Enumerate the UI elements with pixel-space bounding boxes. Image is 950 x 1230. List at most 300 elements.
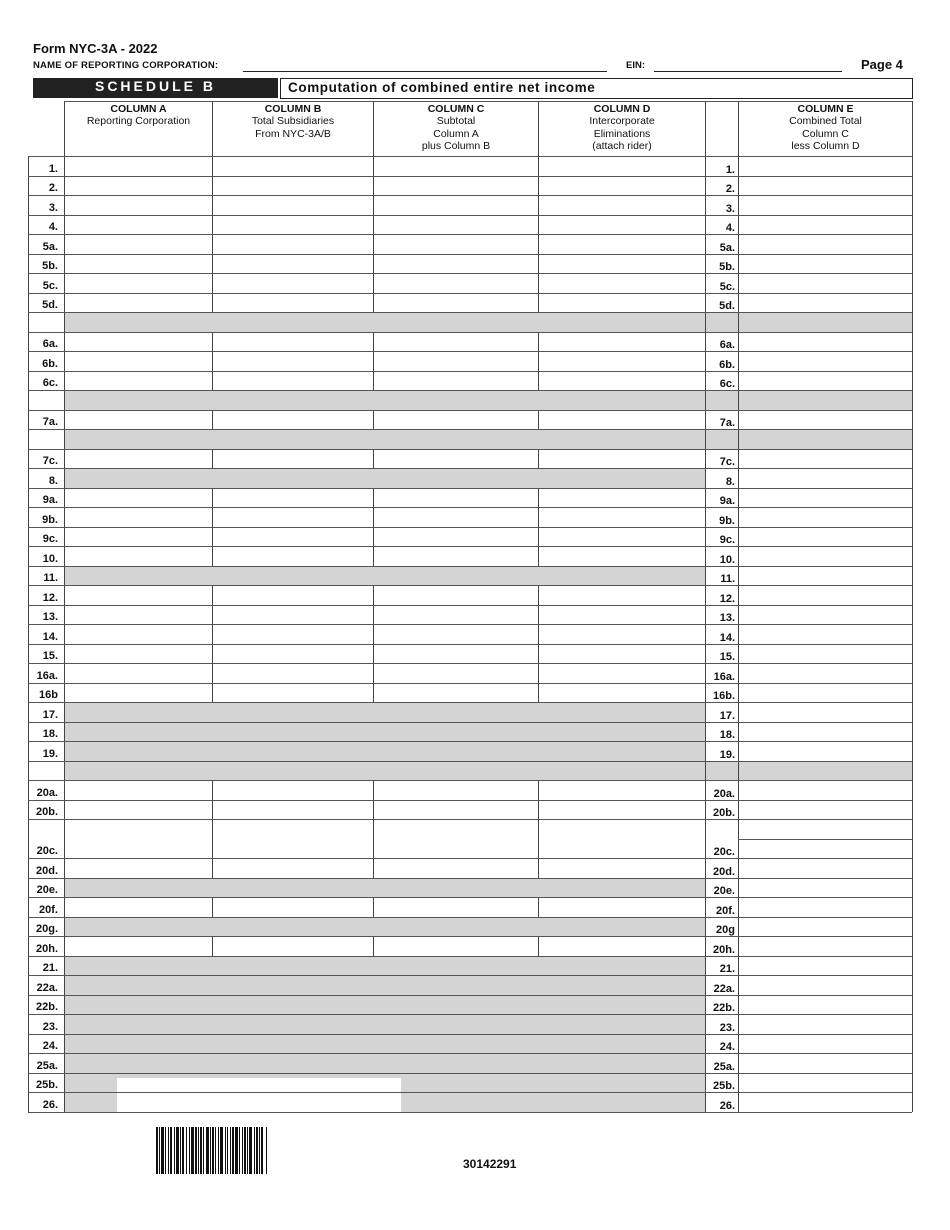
line-number-left: 23. — [42, 1020, 58, 1033]
line-16b-column-a-input[interactable] — [64, 683, 212, 703]
line-20a-column-c-input[interactable] — [373, 780, 538, 800]
line-1-column-b-input[interactable] — [212, 156, 373, 176]
line-9b-column-c-input[interactable] — [373, 507, 538, 527]
line-number-right: 10. — [719, 553, 735, 566]
ein-label: EIN: — [626, 60, 645, 71]
line-5b-column-e-input[interactable] — [738, 254, 912, 274]
line-20h-column-d-input[interactable] — [538, 936, 705, 956]
blank-area — [117, 1078, 401, 1112]
line-number-right: 18. — [719, 729, 735, 741]
line-number-right: 22a. — [713, 982, 735, 995]
line-number-left: 5a. — [42, 240, 58, 253]
line-number-left: 26. — [42, 1098, 58, 1111]
line-16b-column-b-input[interactable] — [212, 683, 373, 703]
line-5b-column-c-input[interactable] — [373, 254, 538, 274]
line-number-right: 12. — [719, 592, 735, 605]
line-6a-column-a-input[interactable] — [64, 332, 212, 352]
shaded-spacer — [705, 429, 912, 449]
line-6c-column-c-input[interactable] — [373, 371, 538, 391]
line-16a-column-c-input[interactable] — [373, 663, 538, 683]
line-number-right: 24. — [719, 1041, 735, 1053]
shaded-spacer — [64, 761, 705, 781]
line-9a-column-e-input[interactable] — [738, 488, 912, 508]
line-6c-column-b-input[interactable] — [212, 371, 373, 391]
line-4-column-c-input[interactable] — [373, 215, 538, 235]
line-number-right: 11. — [720, 573, 735, 585]
column-d-header — [539, 103, 705, 152]
line-20c-column-e-input[interactable] — [738, 819, 912, 858]
line-20d-column-e-input[interactable] — [738, 858, 912, 878]
column-e-desc-1: Combined Total — [789, 115, 862, 128]
line-5c-column-d-input[interactable] — [538, 273, 705, 293]
line-number-right: 25a. — [713, 1060, 735, 1073]
line-number-right: 6c. — [719, 378, 735, 390]
line-19-column-e-input[interactable] — [738, 741, 912, 761]
grid-line — [64, 101, 705, 102]
line-20a-column-d-input[interactable] — [538, 780, 705, 800]
line-number-left: 1. — [48, 162, 58, 175]
column-d-desc-1: Intercorporate — [589, 115, 655, 128]
line-2-column-c-input[interactable] — [373, 176, 538, 196]
reporting-corporation-field[interactable] — [243, 71, 607, 72]
line-20d-column-c-input[interactable] — [373, 858, 538, 878]
shaded-spacer — [705, 390, 912, 410]
line-number-right: 5b. — [719, 261, 735, 273]
shaded-spacer — [64, 390, 705, 410]
line-16a-column-d-input[interactable] — [538, 663, 705, 683]
barcode — [156, 1127, 368, 1174]
line-number-left: 14. — [42, 630, 58, 643]
line-6a-column-d-input[interactable] — [538, 332, 705, 352]
line-15-column-b-input[interactable] — [212, 644, 373, 664]
grid-line — [912, 101, 913, 1112]
line-number-right: 4. — [725, 222, 735, 234]
line-20g-column-e-input[interactable] — [738, 917, 912, 937]
shaded-spacer — [705, 761, 912, 781]
line-9a-column-d-input[interactable] — [538, 488, 705, 508]
line-14-column-a-input[interactable] — [64, 624, 212, 644]
line-number-left: 20f. — [39, 903, 58, 916]
line-number-right: 9c. — [719, 534, 735, 546]
line-9b-column-e-input[interactable] — [738, 507, 912, 527]
line-9b-column-a-input[interactable] — [64, 507, 212, 527]
line-5c-column-a-input[interactable] — [64, 273, 212, 293]
line-5a-column-b-input[interactable] — [212, 234, 373, 254]
shaded-block — [64, 702, 705, 761]
line-number-right: 26. — [719, 1099, 735, 1112]
grid-line — [28, 429, 912, 430]
line-7a-column-c-input[interactable] — [373, 410, 538, 430]
line-4-column-a-input[interactable] — [64, 215, 212, 235]
line-3-column-a-input[interactable] — [64, 195, 212, 215]
line-13-column-b-input[interactable] — [212, 605, 373, 625]
line-3-column-c-input[interactable] — [373, 195, 538, 215]
line-20f-column-d-input[interactable] — [538, 897, 705, 917]
line-1-column-e-input[interactable] — [738, 156, 912, 176]
column-c-desc-3: plus Column B — [421, 139, 491, 152]
line-9a-column-c-input[interactable] — [373, 488, 538, 508]
line-6b-column-a-input[interactable] — [64, 351, 212, 371]
shaded-cell — [64, 566, 705, 586]
line-6b-column-e-input[interactable] — [738, 351, 912, 371]
line-2-column-d-input[interactable] — [538, 176, 705, 196]
line-number-right: 20g — [716, 924, 735, 936]
line-14-column-c-input[interactable] — [373, 624, 538, 644]
line-number-left: 6c. — [42, 377, 58, 389]
line-20a-column-a-input[interactable] — [64, 780, 212, 800]
shaded-cell — [64, 468, 705, 488]
form-title: Form NYC-3A - 2022 — [33, 41, 158, 56]
reporting-corporation-label: NAME OF REPORTING CORPORATION: — [33, 60, 219, 71]
line-20f-column-b-input[interactable] — [212, 897, 373, 917]
line-number-right: 17. — [719, 709, 735, 722]
line-20f-column-e-input[interactable] — [738, 897, 912, 917]
line-13-column-c-input[interactable] — [373, 605, 538, 625]
line-20a-column-b-input[interactable] — [212, 780, 373, 800]
line-15-column-e-input[interactable] — [738, 644, 912, 664]
line-20d-column-d-input[interactable] — [538, 858, 705, 878]
column-b-header — [213, 103, 373, 140]
schedule-title: Computation of combined entire net income — [280, 78, 913, 99]
line-23-column-e-input[interactable] — [738, 1014, 912, 1034]
line-5d-column-b-input[interactable] — [212, 293, 373, 313]
line-7c-column-e-input[interactable] — [738, 449, 912, 469]
grid-line — [705, 101, 912, 102]
line-number-right: 5c. — [719, 280, 735, 293]
column-d-desc-3: (attach rider) — [592, 139, 652, 152]
line-12-column-e-input[interactable] — [738, 585, 912, 605]
line-5a-column-c-input[interactable] — [373, 234, 538, 254]
line-20d-column-b-input[interactable] — [212, 858, 373, 878]
line-number-left: 15. — [42, 650, 58, 662]
line-10-column-c-input[interactable] — [373, 546, 538, 566]
column-b-title: COLUMN B — [264, 103, 322, 115]
shaded-spacer — [64, 312, 705, 332]
column-e-desc-2: Column C — [802, 127, 849, 140]
line-13-column-e-input[interactable] — [738, 605, 912, 625]
line-9c-column-b-input[interactable] — [212, 527, 373, 547]
line-25b-column-e-input[interactable] — [738, 1073, 912, 1093]
line-number-left: 24. — [42, 1040, 58, 1052]
line-5c-column-e-input[interactable] — [738, 273, 912, 293]
line-9b-column-d-input[interactable] — [538, 507, 705, 527]
line-20d-column-a-input[interactable] — [64, 858, 212, 878]
line-14-column-e-input[interactable] — [738, 624, 912, 644]
line-14-column-b-input[interactable] — [212, 624, 373, 644]
line-number-right: 20e. — [713, 885, 735, 897]
line-number-left: 16b — [39, 689, 58, 701]
line-10-column-d-input[interactable] — [538, 546, 705, 566]
shaded-cell — [64, 878, 705, 898]
line-6b-column-c-input[interactable] — [373, 351, 538, 371]
grid-line — [28, 312, 912, 313]
column-e-desc-3: less Column D — [791, 139, 860, 152]
line-number-right: 13. — [719, 612, 735, 624]
line-number-right: 16b. — [712, 690, 735, 702]
barcode-bar — [267, 1127, 268, 1174]
line-number-left: 13. — [42, 611, 58, 623]
line-6a-column-b-input[interactable] — [212, 332, 373, 352]
column-e-title: COLUMN E — [797, 103, 854, 115]
shaded-cell — [64, 917, 705, 937]
line-9a-column-a-input[interactable] — [64, 488, 212, 508]
line-number-left: 19. — [42, 747, 58, 760]
line-7a-column-e-input[interactable] — [738, 410, 912, 430]
shaded-spacer — [64, 429, 705, 449]
line-17-column-e-input[interactable] — [738, 702, 912, 722]
line-5d-column-e-input[interactable] — [738, 293, 912, 313]
line-number-right: 16a. — [713, 670, 735, 683]
line-7c-column-a-input[interactable] — [64, 449, 212, 469]
line-6c-column-a-input[interactable] — [64, 371, 212, 391]
line-5d-column-c-input[interactable] — [373, 293, 538, 313]
line-2-column-a-input[interactable] — [64, 176, 212, 196]
column-b-desc-1: Total Subsidiaries — [251, 115, 335, 128]
line-16b-column-d-input[interactable] — [538, 683, 705, 703]
line-number-right: 1. — [725, 163, 735, 176]
line-2-column-b-input[interactable] — [212, 176, 373, 196]
line-number-left: 16a. — [36, 669, 58, 682]
line-7c-column-b-input[interactable] — [212, 449, 373, 469]
line-20b-column-e-input[interactable] — [738, 800, 912, 820]
line-16b-column-e-input[interactable] — [738, 683, 912, 703]
line-number-right: 22b. — [712, 1002, 735, 1014]
line-7a-column-b-input[interactable] — [212, 410, 373, 430]
line-20c-column-d-input[interactable] — [538, 819, 705, 858]
column-d-title: COLUMN D — [593, 103, 651, 115]
line-number-left: 18. — [42, 728, 58, 740]
column-c-desc-2: Column A — [433, 127, 479, 140]
line-20b-column-a-input[interactable] — [64, 800, 212, 820]
line-15-column-a-input[interactable] — [64, 644, 212, 664]
line-number-right: 7a. — [719, 417, 735, 429]
line-20f-column-a-input[interactable] — [64, 897, 212, 917]
line-number-left: 25b. — [35, 1079, 58, 1091]
line-5d-column-d-input[interactable] — [538, 293, 705, 313]
line-number-right: 5a. — [719, 241, 735, 254]
column-c-title: COLUMN C — [427, 103, 485, 115]
line-3-column-e-input[interactable] — [738, 195, 912, 215]
line-22a-column-e-input[interactable] — [738, 975, 912, 995]
ein-field[interactable] — [654, 71, 842, 72]
line-number-left: 11. — [43, 572, 58, 584]
column-b-desc-2: From NYC-3A/B — [255, 127, 331, 140]
column-a-title: COLUMN A — [110, 103, 167, 115]
line-6c-column-e-input[interactable] — [738, 371, 912, 391]
line-5a-column-a-input[interactable] — [64, 234, 212, 254]
line-4-column-b-input[interactable] — [212, 215, 373, 235]
line-20e-column-e-input[interactable] — [738, 878, 912, 898]
line-number-left: 25a. — [36, 1059, 58, 1072]
line-number-left: 21. — [42, 962, 58, 974]
line-16a-column-b-input[interactable] — [212, 663, 373, 683]
line-7a-column-d-input[interactable] — [538, 410, 705, 430]
line-number-right: 20h. — [712, 943, 735, 956]
line-5b-column-a-input[interactable] — [64, 254, 212, 274]
grid-line — [28, 761, 912, 762]
line-20h-column-a-input[interactable] — [64, 936, 212, 956]
line-number-right: 20f. — [716, 904, 735, 917]
line-20h-column-c-input[interactable] — [373, 936, 538, 956]
line-1-column-d-input[interactable] — [538, 156, 705, 176]
line-12-column-d-input[interactable] — [538, 585, 705, 605]
line-number-left: 3. — [48, 201, 58, 214]
line-13-column-d-input[interactable] — [538, 605, 705, 625]
line-7c-column-d-input[interactable] — [538, 449, 705, 469]
line-6a-column-e-input[interactable] — [738, 332, 912, 352]
line-8-column-e-input[interactable] — [738, 468, 912, 488]
line-5a-column-e-input[interactable] — [738, 234, 912, 254]
line-number-left: 5c. — [42, 279, 58, 292]
line-20h-column-b-input[interactable] — [212, 936, 373, 956]
line-20a-column-e-input[interactable] — [738, 780, 912, 800]
line-16a-column-e-input[interactable] — [738, 663, 912, 683]
line-9b-column-b-input[interactable] — [212, 507, 373, 527]
line-2-column-e-input[interactable] — [738, 176, 912, 196]
line-21-column-e-input[interactable] — [738, 956, 912, 976]
line-11-column-e-input[interactable] — [738, 566, 912, 586]
column-a-desc: Reporting Corporation — [86, 115, 191, 128]
line-20f-column-c-input[interactable] — [373, 897, 538, 917]
line-9a-column-b-input[interactable] — [212, 488, 373, 508]
line-12-column-c-input[interactable] — [373, 585, 538, 605]
line-5d-column-a-input[interactable] — [64, 293, 212, 313]
line-number-left: 12. — [42, 591, 58, 604]
line-number-left: 9c. — [42, 533, 58, 545]
line-number-left: 6a. — [42, 338, 58, 350]
line-number-left: 4. — [48, 221, 58, 233]
line-number-left: 20c. — [36, 845, 58, 857]
line-number-left: 20b. — [35, 806, 58, 818]
column-e-header — [739, 103, 912, 152]
line-16b-column-c-input[interactable] — [373, 683, 538, 703]
line-5b-column-b-input[interactable] — [212, 254, 373, 274]
line-number-right: 19. — [719, 748, 735, 761]
line-number-left: 8. — [48, 474, 58, 487]
line-number-left: 5b. — [42, 260, 58, 272]
line-number-left: 22a. — [36, 981, 58, 994]
line-16a-column-a-input[interactable] — [64, 663, 212, 683]
line-number-right: 25b. — [712, 1080, 735, 1092]
line-3-column-b-input[interactable] — [212, 195, 373, 215]
line-25a-column-e-input[interactable] — [738, 1053, 912, 1073]
line-10-column-e-input[interactable] — [738, 546, 912, 566]
line-20b-column-b-input[interactable] — [212, 800, 373, 820]
line-4-column-d-input[interactable] — [538, 215, 705, 235]
grid-line — [28, 390, 912, 391]
line-24-column-e-input[interactable] — [738, 1034, 912, 1054]
line-number-right: 20a. — [713, 787, 735, 800]
line-number-left: 5d. — [42, 299, 58, 311]
line-6a-column-c-input[interactable] — [373, 332, 538, 352]
line-number-right: 9a. — [719, 495, 735, 507]
line-number-right: 5d. — [719, 300, 735, 312]
line-26-column-e-input[interactable] — [738, 1092, 912, 1112]
line-13-column-a-input[interactable] — [64, 605, 212, 625]
line-5c-column-c-input[interactable] — [373, 273, 538, 293]
line-14-column-d-input[interactable] — [538, 624, 705, 644]
line-number-left: 9a. — [42, 494, 58, 506]
line-3-column-d-input[interactable] — [538, 195, 705, 215]
line-4-column-e-input[interactable] — [738, 215, 912, 235]
line-7c-column-c-input[interactable] — [373, 449, 538, 469]
line-1-column-a-input[interactable] — [64, 156, 212, 176]
line-20b-column-c-input[interactable] — [373, 800, 538, 820]
line-5b-column-d-input[interactable] — [538, 254, 705, 274]
grid-line — [538, 101, 539, 156]
line-number-right: 20c. — [713, 846, 735, 858]
line-7a-column-a-input[interactable] — [64, 410, 212, 430]
shaded-spacer — [705, 312, 912, 332]
line-number-left: 20g. — [35, 923, 58, 935]
line-number-left: 6b. — [42, 357, 58, 370]
line-6b-column-b-input[interactable] — [212, 351, 373, 371]
line-9c-column-c-input[interactable] — [373, 527, 538, 547]
column-c-header — [374, 103, 538, 152]
line-number-left: 2. — [48, 182, 58, 194]
line-12-column-a-input[interactable] — [64, 585, 212, 605]
line-number-left: 20d. — [35, 864, 58, 877]
line-1-column-c-input[interactable] — [373, 156, 538, 176]
column-d-desc-2: Eliminations — [593, 127, 651, 140]
line-12-column-b-input[interactable] — [212, 585, 373, 605]
line-10-column-a-input[interactable] — [64, 546, 212, 566]
line-number-left: 20a. — [36, 786, 58, 799]
line-number-left: 7a. — [42, 416, 58, 428]
line-20h-column-e-input[interactable] — [738, 936, 912, 956]
line-number-right: 6b. — [719, 358, 735, 371]
line-number-right: 6a. — [719, 339, 735, 351]
line-10-column-b-input[interactable] — [212, 546, 373, 566]
line-9c-column-d-input[interactable] — [538, 527, 705, 547]
line-20c-column-c-input[interactable] — [373, 819, 538, 858]
grid-line — [28, 1112, 912, 1113]
line-5a-column-d-input[interactable] — [538, 234, 705, 254]
line-number-right: 20d. — [712, 865, 735, 878]
line-20c-column-a-input[interactable] — [64, 819, 212, 858]
form-number: 30142291 — [463, 1157, 517, 1171]
line-number-right: 21. — [719, 963, 735, 975]
line-number-right: 14. — [719, 631, 735, 644]
line-9c-column-e-input[interactable] — [738, 527, 912, 547]
line-22b-column-e-input[interactable] — [738, 995, 912, 1015]
line-20b-column-d-input[interactable] — [538, 800, 705, 820]
line-6b-column-d-input[interactable] — [538, 351, 705, 371]
line-number-right: 7c. — [719, 456, 735, 468]
line-15-column-c-input[interactable] — [373, 644, 538, 664]
line-number-left: 22b. — [35, 1001, 58, 1013]
line-15-column-d-input[interactable] — [538, 644, 705, 664]
line-number-left: 20e. — [36, 884, 58, 896]
line-number-left: 20h. — [35, 942, 58, 955]
line-number-right: 9b. — [719, 514, 735, 527]
line-number-left: 10. — [42, 552, 58, 565]
grid-line — [373, 101, 374, 156]
line-number-right: 23. — [719, 1021, 735, 1034]
line-9c-column-a-input[interactable] — [64, 527, 212, 547]
line-5c-column-b-input[interactable] — [212, 273, 373, 293]
line-number-right: 3. — [725, 202, 735, 215]
line-6c-column-d-input[interactable] — [538, 371, 705, 391]
column-c-desc-1: Subtotal — [436, 115, 476, 128]
line-20c-column-b-input[interactable] — [212, 819, 373, 858]
line-number-left: 17. — [42, 708, 58, 721]
line-18-column-e-input[interactable] — [738, 722, 912, 742]
line-number-left: 9b. — [42, 513, 58, 526]
page-number: Page 4 — [861, 57, 903, 72]
column-a-header — [65, 103, 212, 128]
schedule-label: SCHEDULE B — [33, 78, 278, 98]
